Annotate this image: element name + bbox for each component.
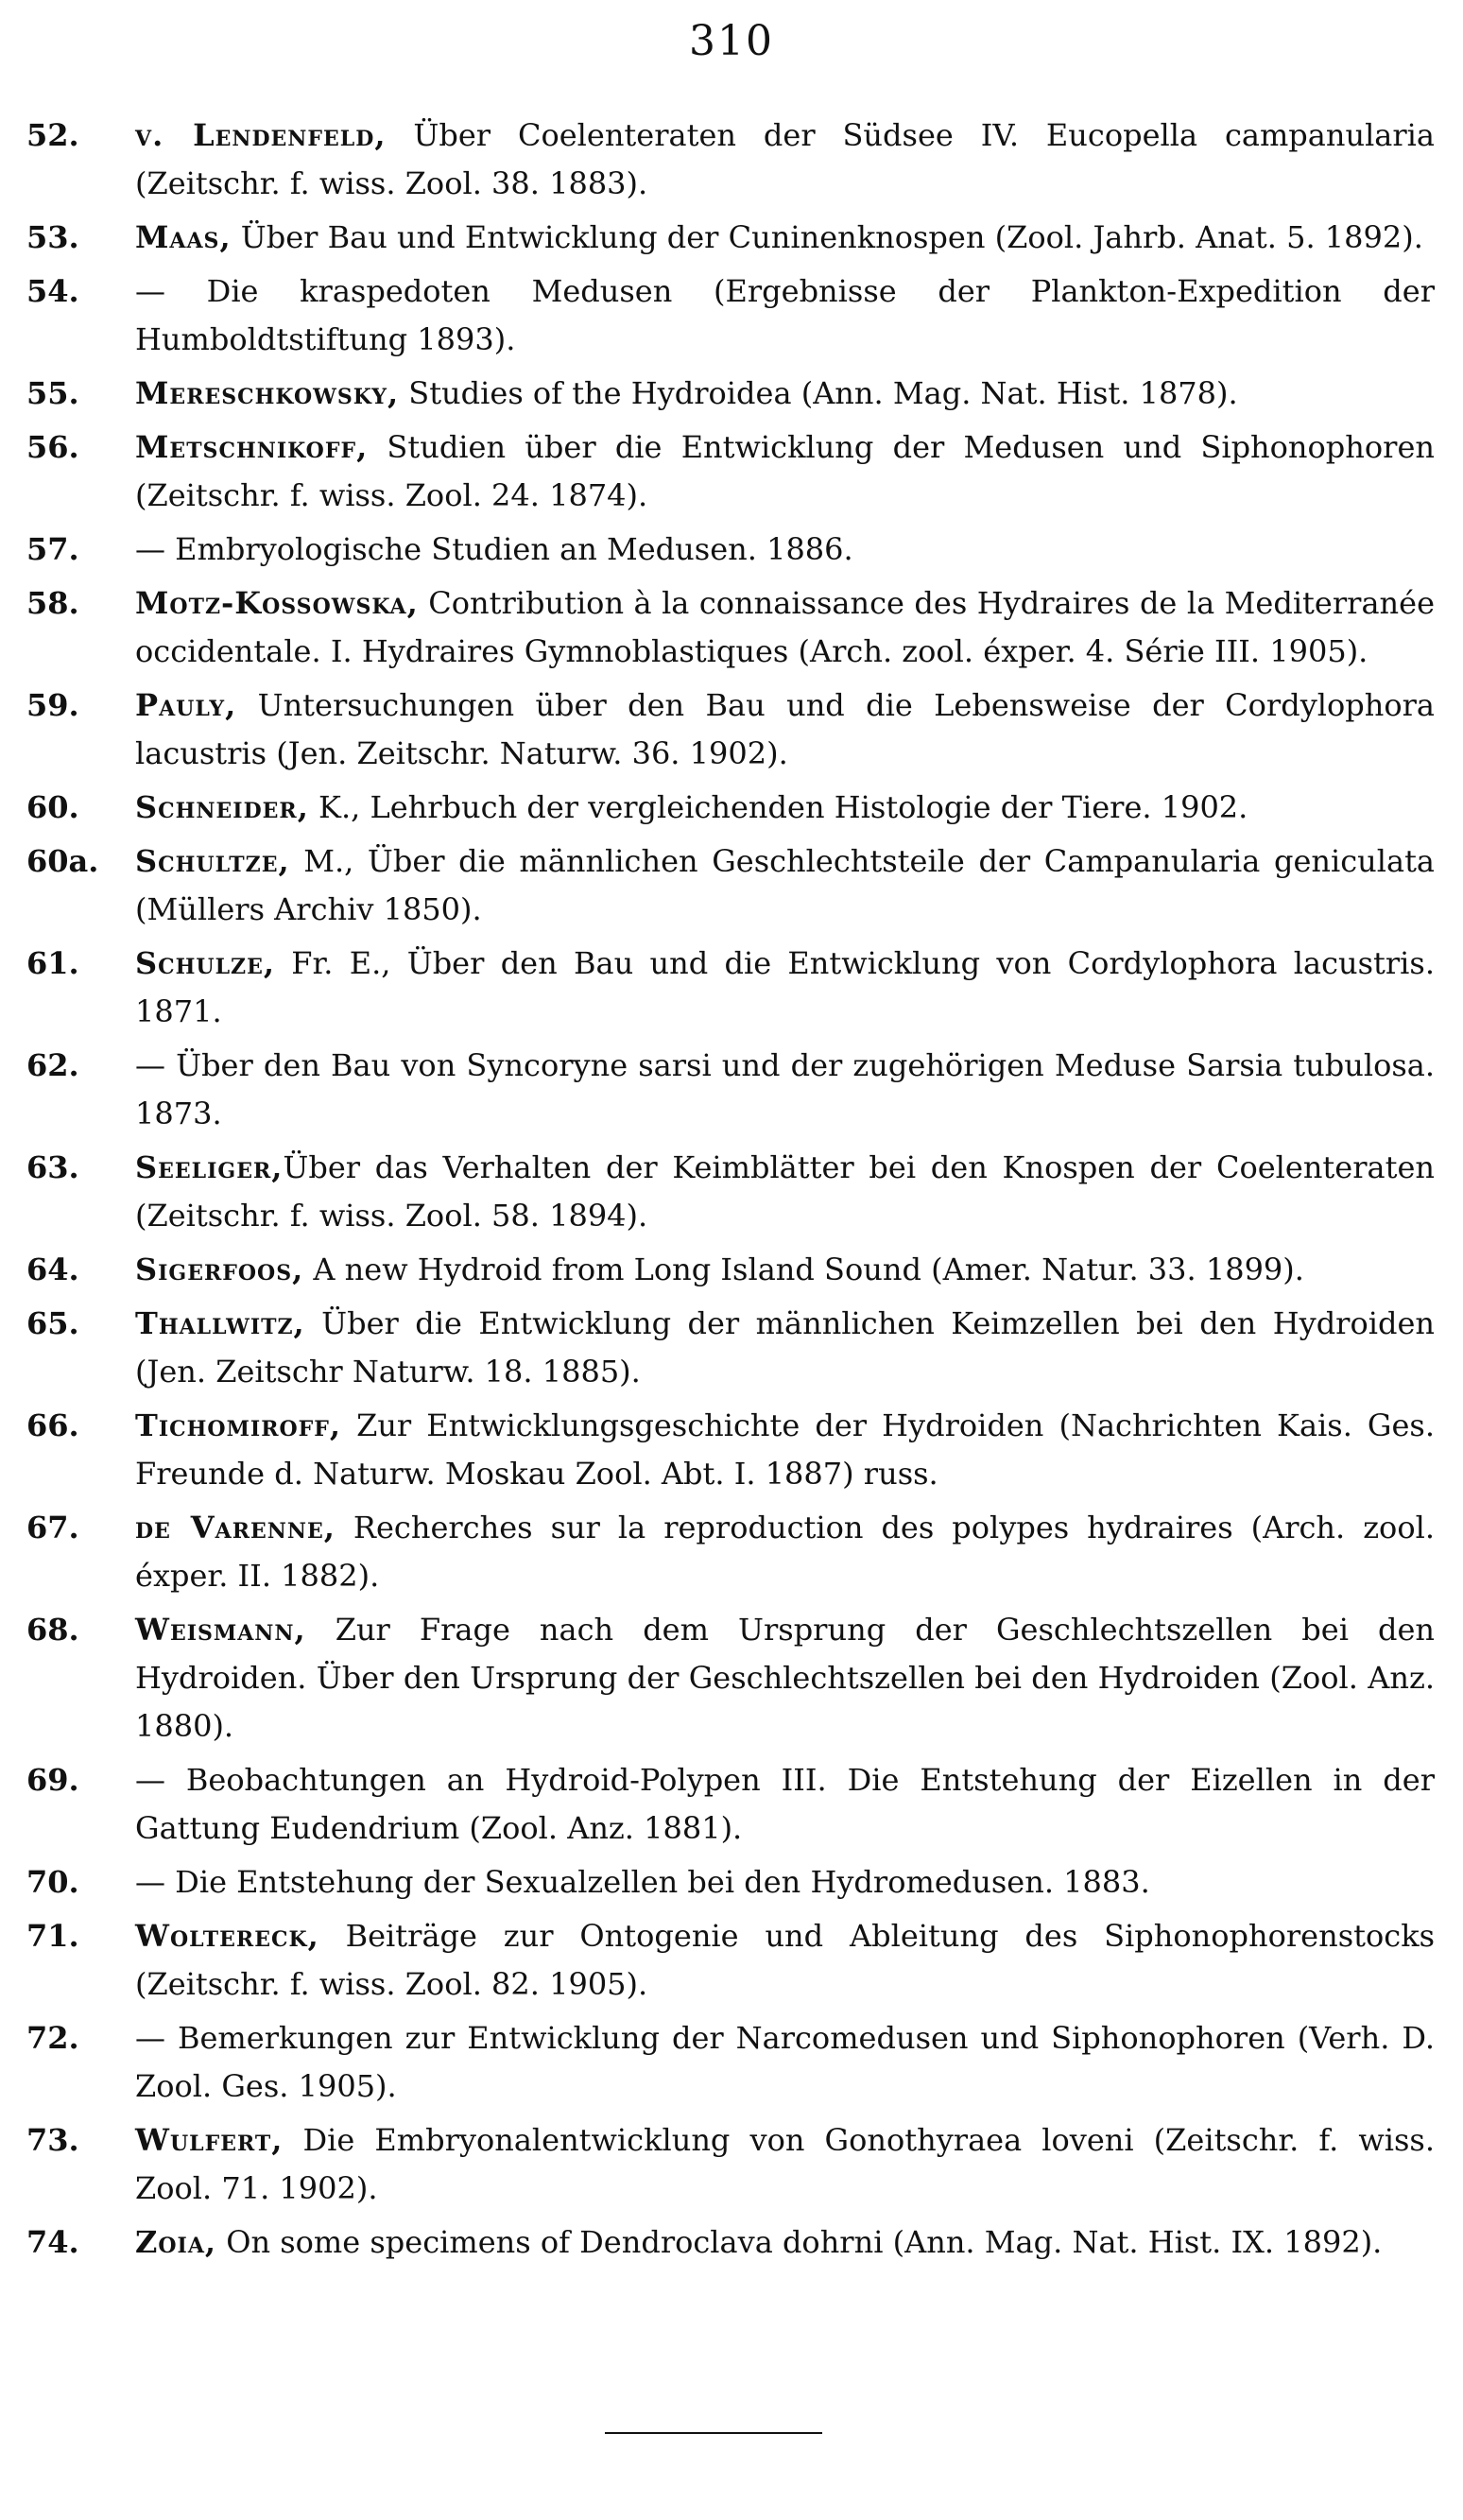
reference-entry (26, 1858, 1435, 1907)
reference-body (135, 370, 1435, 418)
reference-entry (26, 1606, 1435, 1751)
reference-entry (26, 1504, 1435, 1600)
reference-entry (26, 423, 1435, 520)
reference-number: 65. (26, 1305, 79, 1341)
reference-number: 60. (26, 789, 79, 825)
reference-entry (26, 2014, 1435, 2111)
reference-body (135, 1300, 1435, 1396)
reference-body (135, 1042, 1435, 1138)
reference-author: Schulze, (135, 945, 276, 981)
reference-body (135, 1606, 1435, 1751)
reference-author: Weismann, (135, 1612, 306, 1648)
reference-body (135, 1756, 1435, 1853)
reference-body (135, 579, 1435, 676)
reference-entry (26, 370, 1435, 418)
reference-body (135, 1858, 1435, 1907)
page-number: 310 (689, 17, 774, 65)
reference-body (135, 1144, 1435, 1240)
reference-body (135, 1504, 1435, 1600)
reference-author: Zoia, (135, 2224, 217, 2260)
reference-number: 64. (26, 1251, 79, 1287)
reference-body (135, 1402, 1435, 1498)
reference-number: 58. (26, 585, 79, 621)
reference-author: de Varenne, (135, 1510, 336, 1545)
reference-text: — Die Entstehung der Sexualzellen bei den Hydromedusen. 1883. (135, 1864, 1150, 1900)
reference-number: 55. (26, 375, 79, 411)
reference-body (135, 837, 1435, 934)
reference-body (135, 784, 1435, 832)
reference-entry (26, 1912, 1435, 2009)
reference-author: Sigerfoos, (135, 1251, 304, 1287)
reference-number: 57. (26, 531, 79, 567)
reference-number: 53. (26, 219, 79, 255)
reference-number: 73. (26, 2122, 79, 2158)
reference-number: 71. (26, 1918, 79, 1954)
reference-entry (26, 784, 1435, 832)
reference-number: 56. (26, 429, 79, 465)
reference-body (135, 112, 1435, 208)
reference-text: Contribution à la connaissance des Hydraires de la Mediterranée occidentale. I. Hydraires Gymnoblastiques (Arch. zool. éxper. 4. Série III. 1905). (135, 585, 1435, 669)
reference-number: 67. (26, 1510, 79, 1545)
reference-author: Tichomiroff, (135, 1407, 342, 1443)
reference-text: Studies of the Hydroidea (Ann. Mag. Nat. Hist. 1878). (399, 375, 1238, 411)
reference-entry (26, 940, 1435, 1036)
reference-text: Über die Entwicklung der männlichen Keimzellen bei den Hydroiden (Jen. Zeitschr Naturw. 18. 1885). (135, 1305, 1435, 1389)
reference-entry (26, 526, 1435, 574)
reference-entry (26, 1300, 1435, 1396)
reference-text: — Die kraspedoten Medusen (Ergebnisse der Plankton-Expedition der Humboldtstiftung 1893). (135, 273, 1435, 357)
reference-text: Untersuchungen über den Bau und die Lebensweise der Cordylophora lacustris (Jen. Zeitschr. Naturw. 36. 1902). (135, 687, 1435, 771)
reference-text: A new Hydroid from Long Island Sound (Amer. Natur. 33. 1899). (303, 1251, 1304, 1287)
reference-entry (26, 2116, 1435, 2213)
reference-author: Maas, (135, 219, 232, 255)
reference-text: Über Coelenteraten der Südsee IV. Eucopella campanularia (Zeitschr. f. wiss. Zool. 38. 1883). (135, 117, 1435, 201)
reference-text: — Beobachtungen an Hydroid-Polypen III. Die Entstehung der Eizellen in der Gattung Eudendrium (Zool. Anz. 1881). (135, 1762, 1435, 1846)
reference-number: 60a. (26, 843, 99, 879)
reference-body (135, 1912, 1435, 2009)
reference-text: Zur Frage nach dem Ursprung der Geschlechtszellen bei den Hydroiden. Über den Ursprung der Geschlechtszellen bei den Hydroiden (Zool. Anz. 1880). (135, 1612, 1435, 1744)
reference-number: 74. (26, 2224, 79, 2260)
reference-list (26, 112, 1435, 2272)
reference-author: Mereschkowsky, (135, 375, 400, 411)
reference-author: Schultze, (135, 843, 290, 879)
reference-number: 61. (26, 945, 79, 981)
reference-author: Schneider, (135, 789, 309, 825)
reference-entry (26, 1402, 1435, 1498)
reference-entry (26, 837, 1435, 934)
reference-entry (26, 1042, 1435, 1138)
reference-text: Über das Verhalten der Keimblätter bei den Knospen der Coelenteraten (Zeitschr. f. wiss. Zool. 58. 1894). (135, 1149, 1435, 1234)
reference-text: Zur Entwicklungsgeschichte der Hydroiden (Nachrichten Kais. Ges. Freunde d. Naturw. Moskau Zool. Abt. I. 1887) russ. (135, 1407, 1435, 1492)
reference-number: 68. (26, 1612, 79, 1648)
reference-text: Über Bau und Entwicklung der Cuninenknospen (Zool. Jahrb. Anat. 5. 1892). (231, 219, 1423, 255)
reference-body (135, 526, 1435, 574)
reference-entry (26, 2218, 1435, 2267)
reference-number: 70. (26, 1864, 79, 1900)
reference-body (135, 423, 1435, 520)
reference-number: 52. (26, 117, 79, 153)
reference-number: 54. (26, 273, 79, 309)
reference-text: Studien über die Entwicklung der Medusen und Siphonophoren (Zeitschr. f. wiss. Zool. 24. 1874). (135, 429, 1435, 513)
reference-body (135, 214, 1435, 262)
reference-author: Wulfert, (135, 2122, 284, 2158)
reference-text: Recherches sur la reproduction des polypes hydraires (Arch. zool. éxper. II. 1882). (135, 1510, 1435, 1594)
reference-number: 63. (26, 1149, 79, 1185)
reference-text: Die Embryonalentwicklung von Gonothyraea loveni (Zeitschr. f. wiss. Zool. 71. 1902). (135, 2122, 1435, 2206)
end-rule (605, 2432, 822, 2434)
reference-entry (26, 214, 1435, 262)
reference-body (135, 940, 1435, 1036)
reference-number: 62. (26, 1047, 79, 1083)
reference-text: Beiträge zur Ontogenie und Ableitung des Siphonophorenstocks (Zeitschr. f. wiss. Zool. 82. 1905). (135, 1918, 1435, 2002)
reference-entry (26, 112, 1435, 208)
reference-entry (26, 579, 1435, 676)
reference-body (135, 682, 1435, 778)
reference-body (135, 2116, 1435, 2213)
reference-text: Fr. E., Über den Bau und die Entwicklung von Cordylophora lacustris. 1871. (135, 945, 1435, 1029)
reference-body (135, 2014, 1435, 2111)
reference-entry (26, 1144, 1435, 1240)
reference-text: — Embryologische Studien an Medusen. 1886. (135, 531, 853, 567)
reference-text: — Über den Bau von Syncoryne sarsi und der zugehörigen Meduse Sarsia tubulosa. 1873. (135, 1047, 1435, 1131)
reference-number: 66. (26, 1407, 79, 1443)
reference-text: K., Lehrbuch der vergleichenden Histologie der Tiere. 1902. (308, 789, 1248, 825)
reference-text: M., Über die männlichen Geschlechtsteile der Campanularia geniculata (Müllers Archiv 1850). (135, 843, 1435, 927)
reference-body (135, 1246, 1435, 1294)
reference-author: Woltereck, (135, 1918, 319, 1954)
reference-author: Thallwitz, (135, 1305, 305, 1341)
reference-number: 59. (26, 687, 79, 723)
reference-text: — Bemerkungen zur Entwicklung der Narcomedusen und Siphonophoren (Verh. D. Zool. Ges. 1905). (135, 2020, 1435, 2104)
reference-author: Motz-Kossowska, (135, 585, 419, 621)
reference-author: Pauly, (135, 687, 237, 723)
reference-number: 72. (26, 2020, 79, 2056)
reference-entry (26, 682, 1435, 778)
reference-text: On some specimens of Dendroclava dohrni (Ann. Mag. Nat. Hist. IX. 1892). (216, 2224, 1383, 2260)
reference-author: v. Lendenfeld, (135, 117, 387, 153)
reference-author: Seeliger, (135, 1149, 284, 1185)
reference-body (135, 268, 1435, 364)
reference-entry (26, 1756, 1435, 1853)
reference-body (135, 2218, 1435, 2267)
reference-entry (26, 1246, 1435, 1294)
reference-author: Metschnikoff, (135, 429, 369, 465)
reference-number: 69. (26, 1762, 79, 1798)
reference-entry (26, 268, 1435, 364)
